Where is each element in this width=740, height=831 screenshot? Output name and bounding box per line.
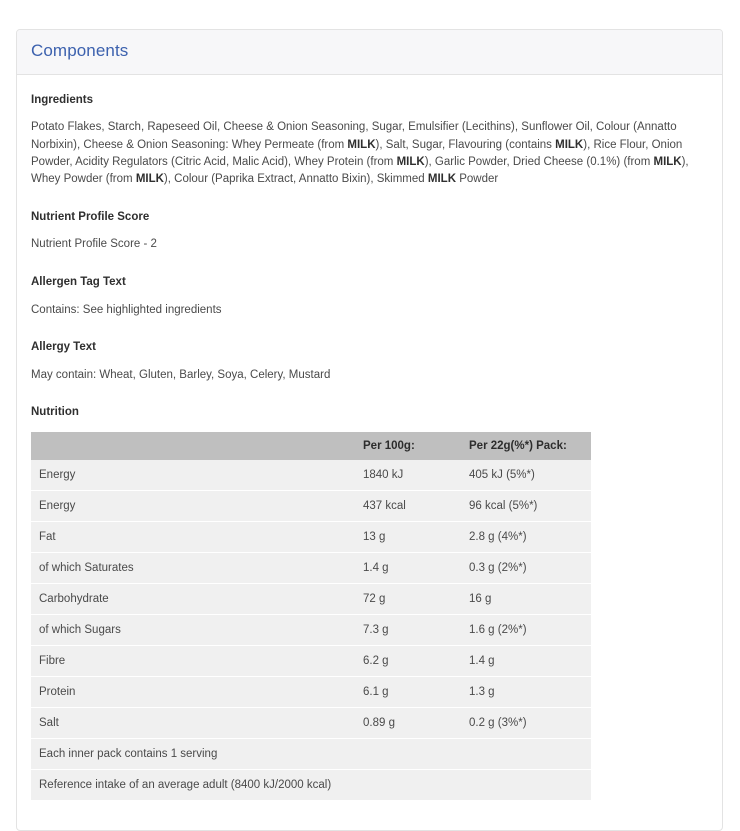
nutrition-table [31,432,591,800]
cell-per-pack: 96 kcal (5%*) [461,490,591,521]
panel-body [17,75,722,830]
nutrition-table-head [31,432,591,460]
table-row [31,460,591,491]
nutrient-profile-score-text: Nutrient Profile Score - 2 [31,238,157,251]
table-row [31,552,591,583]
cell-per-100g: 6.2 g [355,645,461,676]
cell-nutrient-label: Fat [31,521,355,552]
cell-nutrient-label: Energy [31,460,355,491]
cell-per-100g: 7.3 g [355,614,461,645]
allergen-tag-text: Contains: See highlighted ingredients [31,303,222,316]
nutrition-table-body [31,460,591,800]
ingredients-heading: Ingredients [31,93,93,106]
table-note-row [31,738,591,769]
cell-per-pack: 0.2 g (3%*) [461,707,591,738]
nutrition-heading: Nutrition [31,405,79,418]
cell-nutrient-label: of which Saturates [31,552,355,583]
cell-nutrient-label: Energy [31,490,355,521]
cell-per-100g: 1840 kJ [355,460,461,491]
cell-per-pack: 0.3 g (2%*) [461,552,591,583]
table-row [31,645,591,676]
allergen-tag-text-heading: Allergen Tag Text [31,275,126,288]
cell-nutrient-label: Salt [31,707,355,738]
cell-per-100g: 437 kcal [355,490,461,521]
column-header-nutrient [31,432,355,460]
cell-per-pack: 16 g [461,583,591,614]
cell-nutrient-label: of which Sugars [31,614,355,645]
column-header-per-pack: Per 22g(%*) Pack: [461,432,591,460]
table-row [31,521,591,552]
allergy-text: May contain: Wheat, Gluten, Barley, Soya, Celery, Mustard [31,368,331,381]
table-row [31,490,591,521]
nutrition-table-wrapper [31,432,567,800]
ingredients-text: Potato Flakes, Starch, Rapeseed Oil, Cheese & Onion Seasoning, Sugar, Emulsifier (Lecithins), Sunflower Oil, Colour (Annatto Norbixin), Cheese & Onion Seasoning: Whey Permeate (from MILK), Salt, Sugar, Flavouring (contains MILK), Rice Flour, Onion Powder, Acidity Regulators (Citric Acid, Malic Acid), Whey Protein (from MILK), Garlic Powder, Dried Cheese (0.1%) (from MILK), Whey Powder (from MILK), Colour (Paprika Extract, Annatto Bixin), Skimmed MILK Powder [31,121,689,186]
cell-per-pack: 405 kJ (5%*) [461,460,591,491]
nutrition-note: Each inner pack contains 1 serving [31,738,591,769]
cell-per-pack: 1.4 g [461,645,591,676]
cell-per-100g: 0.89 g [355,707,461,738]
panel-header [17,30,722,75]
table-header-row [31,432,591,460]
table-row [31,707,591,738]
cell-nutrient-label: Fibre [31,645,355,676]
nutrient-profile-score-heading: Nutrient Profile Score [31,210,150,223]
allergy-text-heading: Allergy Text [31,340,96,353]
table-note-row [31,769,591,800]
cell-per-100g: 72 g [355,583,461,614]
column-header-per-100g: Per 100g: [355,432,461,460]
cell-per-pack: 1.6 g (2%*) [461,614,591,645]
cell-nutrient-label: Carbohydrate [31,583,355,614]
cell-per-pack: 1.3 g [461,676,591,707]
cell-per-100g: 1.4 g [355,552,461,583]
components-panel [16,29,723,831]
table-row [31,614,591,645]
table-row [31,676,591,707]
cell-per-100g: 13 g [355,521,461,552]
cell-nutrient-label: Protein [31,676,355,707]
page-title: Components [31,41,129,60]
table-row [31,583,591,614]
nutrition-note: Reference intake of an average adult (8400 kJ/2000 kcal) [31,769,591,800]
cell-per-pack: 2.8 g (4%*) [461,521,591,552]
cell-per-100g: 6.1 g [355,676,461,707]
